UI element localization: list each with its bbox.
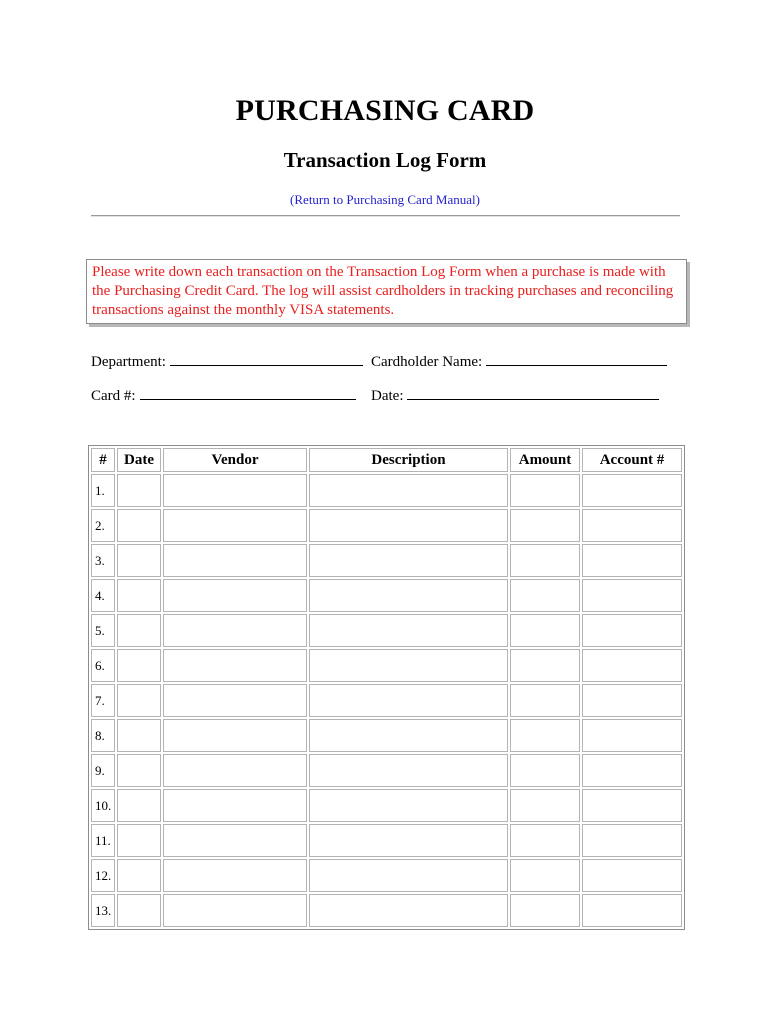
department-label: Department: bbox=[91, 354, 166, 370]
amount-cell[interactable] bbox=[510, 789, 580, 822]
account-cell[interactable] bbox=[582, 859, 682, 892]
row-number: 11. bbox=[91, 824, 115, 857]
description-cell[interactable] bbox=[309, 544, 508, 577]
date-cell[interactable] bbox=[117, 719, 161, 752]
amount-cell[interactable] bbox=[510, 894, 580, 927]
vendor-cell[interactable] bbox=[163, 859, 307, 892]
table-row bbox=[91, 789, 682, 822]
vendor-cell[interactable] bbox=[163, 754, 307, 787]
cardholder-name-field bbox=[371, 351, 667, 371]
card-number-input-line[interactable] bbox=[140, 385, 356, 400]
description-cell[interactable] bbox=[309, 684, 508, 717]
vendor-cell[interactable] bbox=[163, 684, 307, 717]
account-cell[interactable] bbox=[582, 684, 682, 717]
account-cell[interactable] bbox=[582, 649, 682, 682]
description-cell[interactable] bbox=[309, 719, 508, 752]
amount-cell[interactable] bbox=[510, 719, 580, 752]
vendor-cell[interactable] bbox=[163, 614, 307, 647]
account-cell[interactable] bbox=[582, 579, 682, 612]
table-row bbox=[91, 824, 682, 857]
row-number: 6. bbox=[91, 649, 115, 682]
column-header-amount: Amount bbox=[510, 448, 580, 472]
date-field bbox=[371, 385, 659, 405]
account-cell[interactable] bbox=[582, 474, 682, 507]
column-header-number: # bbox=[91, 448, 115, 472]
amount-cell[interactable] bbox=[510, 579, 580, 612]
account-cell[interactable] bbox=[582, 509, 682, 542]
date-cell[interactable] bbox=[117, 509, 161, 542]
amount-cell[interactable] bbox=[510, 614, 580, 647]
date-cell[interactable] bbox=[117, 754, 161, 787]
row-number: 8. bbox=[91, 719, 115, 752]
table-row bbox=[91, 614, 682, 647]
account-cell[interactable] bbox=[582, 719, 682, 752]
column-header-description: Description bbox=[309, 448, 508, 472]
card-number-label: Card #: bbox=[91, 388, 136, 404]
account-cell[interactable] bbox=[582, 754, 682, 787]
description-cell[interactable] bbox=[309, 894, 508, 927]
vendor-cell[interactable] bbox=[163, 789, 307, 822]
column-header-vendor: Vendor bbox=[163, 448, 307, 472]
table-row bbox=[91, 754, 682, 787]
department-input-line[interactable] bbox=[170, 351, 363, 366]
table-body bbox=[91, 474, 682, 927]
date-cell[interactable] bbox=[117, 544, 161, 577]
date-cell[interactable] bbox=[117, 614, 161, 647]
account-cell[interactable] bbox=[582, 894, 682, 927]
column-header-account: Account # bbox=[582, 448, 682, 472]
description-cell[interactable] bbox=[309, 824, 508, 857]
cardholder-name-input-line[interactable] bbox=[486, 351, 667, 366]
account-cell[interactable] bbox=[582, 789, 682, 822]
account-cell[interactable] bbox=[582, 614, 682, 647]
row-number: 7. bbox=[91, 684, 115, 717]
table-row bbox=[91, 684, 682, 717]
vendor-cell[interactable] bbox=[163, 474, 307, 507]
vendor-cell[interactable] bbox=[163, 544, 307, 577]
table-row bbox=[91, 579, 682, 612]
amount-cell[interactable] bbox=[510, 474, 580, 507]
amount-cell[interactable] bbox=[510, 824, 580, 857]
row-number: 10. bbox=[91, 789, 115, 822]
description-cell[interactable] bbox=[309, 614, 508, 647]
row-number: 2. bbox=[91, 509, 115, 542]
date-cell[interactable] bbox=[117, 579, 161, 612]
amount-cell[interactable] bbox=[510, 754, 580, 787]
table-row bbox=[91, 509, 682, 542]
vendor-cell[interactable] bbox=[163, 719, 307, 752]
description-cell[interactable] bbox=[309, 474, 508, 507]
description-cell[interactable] bbox=[309, 649, 508, 682]
amount-cell[interactable] bbox=[510, 509, 580, 542]
amount-cell[interactable] bbox=[510, 649, 580, 682]
page-subtitle: Transaction Log Form bbox=[283, 148, 487, 172]
row-number: 5. bbox=[91, 614, 115, 647]
vendor-cell[interactable] bbox=[163, 509, 307, 542]
date-cell[interactable] bbox=[117, 894, 161, 927]
table-row bbox=[91, 474, 682, 507]
row-number: 13. bbox=[91, 894, 115, 927]
vendor-cell[interactable] bbox=[163, 649, 307, 682]
date-cell[interactable] bbox=[117, 474, 161, 507]
date-cell[interactable] bbox=[117, 859, 161, 892]
date-label: Date: bbox=[371, 388, 404, 404]
table-row bbox=[91, 544, 682, 577]
description-cell[interactable] bbox=[309, 789, 508, 822]
column-header-date: Date bbox=[117, 448, 161, 472]
date-cell[interactable] bbox=[117, 684, 161, 717]
instructions-notice: Please write down each transaction on the Transaction Log Form when a purchase is made with the Purchasing Credit Card. The log will assist cardholders in tracking purchases and reconciling transactions against the monthly VISA statements. bbox=[86, 259, 687, 324]
page-title: PURCHASING CARD bbox=[235, 94, 535, 127]
date-cell[interactable] bbox=[117, 649, 161, 682]
department-field bbox=[91, 351, 363, 371]
row-number: 4. bbox=[91, 579, 115, 612]
table-row bbox=[91, 859, 682, 892]
transaction-log-table bbox=[88, 445, 685, 930]
table-header-row bbox=[91, 448, 682, 472]
date-cell[interactable] bbox=[117, 789, 161, 822]
amount-cell[interactable] bbox=[510, 859, 580, 892]
card-number-field bbox=[91, 385, 356, 405]
vendor-cell[interactable] bbox=[163, 824, 307, 857]
row-number: 9. bbox=[91, 754, 115, 787]
amount-cell[interactable] bbox=[510, 684, 580, 717]
row-number: 3. bbox=[91, 544, 115, 577]
table-row bbox=[91, 649, 682, 682]
account-cell[interactable] bbox=[582, 824, 682, 857]
row-number: 12. bbox=[91, 859, 115, 892]
description-cell[interactable] bbox=[309, 509, 508, 542]
row-number: 1. bbox=[91, 474, 115, 507]
table-row bbox=[91, 894, 682, 927]
account-cell[interactable] bbox=[582, 544, 682, 577]
date-input-line[interactable] bbox=[407, 385, 659, 400]
table-row bbox=[91, 719, 682, 752]
description-cell[interactable] bbox=[309, 754, 508, 787]
description-cell[interactable] bbox=[309, 579, 508, 612]
date-cell[interactable] bbox=[117, 824, 161, 857]
amount-cell[interactable] bbox=[510, 544, 580, 577]
description-cell[interactable] bbox=[309, 859, 508, 892]
return-to-manual-link[interactable]: (Return to Purchasing Card Manual) bbox=[290, 192, 480, 207]
horizontal-divider bbox=[91, 215, 680, 217]
vendor-cell[interactable] bbox=[163, 894, 307, 927]
vendor-cell[interactable] bbox=[163, 579, 307, 612]
cardholder-name-label: Cardholder Name: bbox=[371, 354, 483, 370]
